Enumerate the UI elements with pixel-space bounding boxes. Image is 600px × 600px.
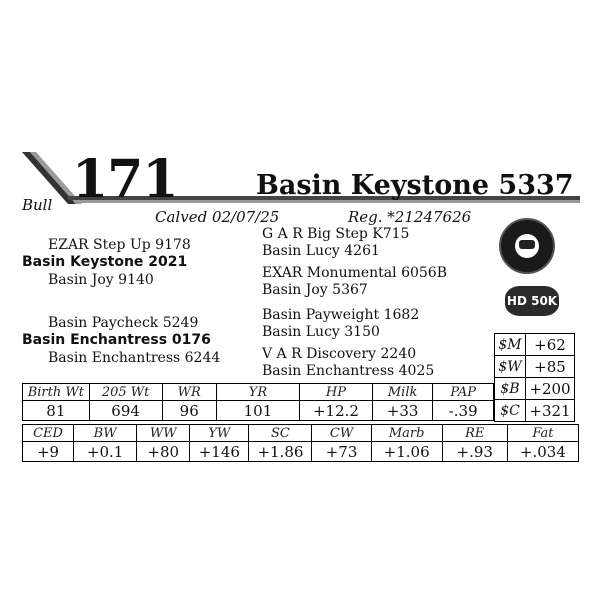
epd-value-marb: +1.06	[371, 442, 442, 462]
pedigree-dam-dam: Basin Enchantress 6244	[48, 350, 221, 366]
epd-header-cw: CW	[312, 425, 371, 442]
epd-header-fat: Fat	[507, 425, 578, 442]
index-value-c: +321	[526, 400, 575, 422]
index-table	[494, 333, 575, 422]
epd-value-cw: +73	[312, 442, 371, 462]
index-label-c: $C	[495, 400, 526, 422]
index-value-b: +200	[526, 378, 575, 400]
epd-header-205-wt: 205 Wt	[89, 384, 162, 401]
epd-value-yw: +146	[190, 442, 249, 462]
epd-value-birth-wt: 81	[23, 401, 90, 421]
epd-header-bw: BW	[74, 425, 137, 442]
epd-table-carcass	[22, 424, 579, 462]
index-row	[495, 334, 575, 356]
epd-value-ced: +9	[23, 442, 74, 462]
index-label-w: $W	[495, 356, 526, 378]
epd-header-hp: HP	[300, 384, 373, 401]
pedigree-ssd: Basin Lucy 4261	[262, 243, 380, 259]
pedigree-sire: Basin Keystone 2021	[22, 254, 188, 270]
epd-header-ced: CED	[23, 425, 74, 442]
epd-header-milk: Milk	[372, 384, 433, 401]
epd-value-ww: +80	[137, 442, 190, 462]
certified-angus-seal-icon	[499, 218, 555, 274]
pedigree-dss: Basin Payweight 1682	[262, 307, 420, 323]
epd-value-bw: +0.1	[74, 442, 137, 462]
index-label-m: $M	[495, 334, 526, 356]
epd-value-re: +.93	[442, 442, 507, 462]
epd-header-birth-wt: Birth Wt	[23, 384, 90, 401]
index-value-m: +62	[526, 334, 575, 356]
epd-header-wr: WR	[162, 384, 216, 401]
epd-header-marb: Marb	[371, 425, 442, 442]
index-value-w: +85	[526, 356, 575, 378]
epd-value-205-wt: 694	[89, 401, 162, 421]
epd-header-pap: PAP	[433, 384, 494, 401]
epd-header-yr: YR	[216, 384, 299, 401]
epd-table-production	[22, 383, 494, 421]
pedigree-sire-sire: EZAR Step Up 9178	[48, 237, 191, 253]
epd-header-sc: SC	[249, 425, 312, 442]
epd-value-yr: 101	[216, 401, 299, 421]
epd-value-fat: +.034	[507, 442, 578, 462]
calved-date: Calved 02/07/25	[155, 208, 280, 226]
hd50k-badge: HD 50K	[505, 286, 559, 316]
index-row	[495, 356, 575, 378]
pedigree-sss: G A R Big Step K715	[262, 226, 410, 242]
epd-value-milk: +33	[372, 401, 433, 421]
index-row	[495, 378, 575, 400]
registration-number: Reg. *21247626	[348, 208, 472, 226]
index-row	[495, 400, 575, 422]
bull-name: Basin Keystone 5337	[256, 170, 574, 201]
epd-header-re: RE	[442, 425, 507, 442]
pedigree-dsd: Basin Lucy 3150	[262, 324, 380, 340]
epd-value-sc: +1.86	[249, 442, 312, 462]
epd-value-wr: 96	[162, 401, 216, 421]
cow-icon	[519, 240, 535, 249]
pedigree-dam: Basin Enchantress 0176	[22, 332, 211, 348]
lot-number: 171	[72, 149, 178, 210]
pedigree-sire-dam: Basin Joy 9140	[48, 272, 154, 288]
epd-value-hp: +12.2	[300, 401, 373, 421]
epd-header-ww: WW	[137, 425, 190, 442]
epd-value-pap: -.39	[433, 401, 494, 421]
pedigree-dds: V A R Discovery 2240	[262, 346, 417, 362]
pedigree-dam-sire: Basin Paycheck 5249	[48, 315, 199, 331]
sex-label: Bull	[22, 196, 53, 214]
index-label-b: $B	[495, 378, 526, 400]
epd-header-yw: YW	[190, 425, 249, 442]
pedigree-sdd: Basin Joy 5367	[262, 282, 368, 298]
pedigree-sds: EXAR Monumental 6056B	[262, 265, 447, 281]
pedigree-ddd: Basin Enchantress 4025	[262, 363, 435, 379]
